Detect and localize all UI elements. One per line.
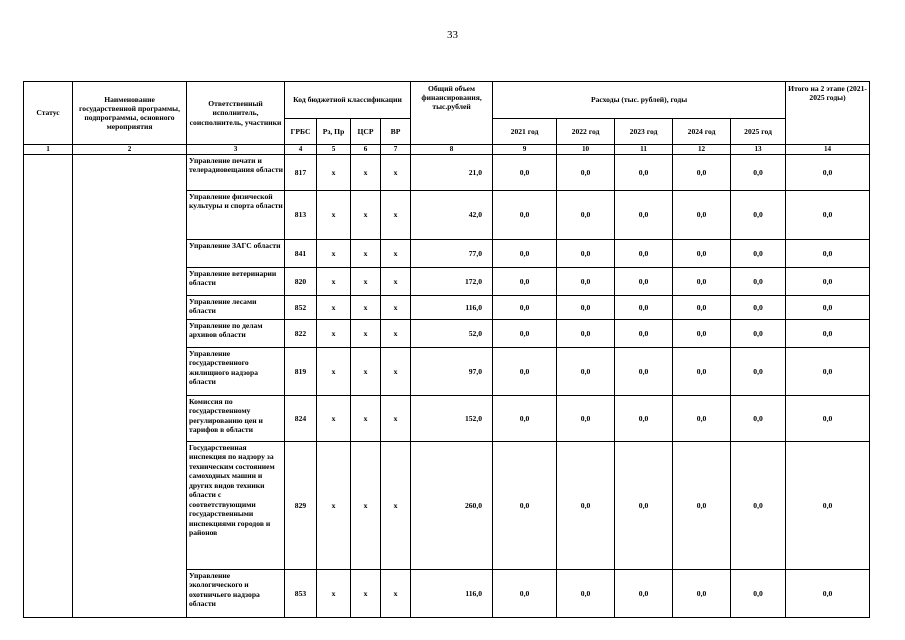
csr-cell: x <box>351 396 381 442</box>
col-stage-total: Итого на 2 этапе (2021-2025 годы) <box>786 82 870 145</box>
total-cell: 52,0 <box>411 320 493 348</box>
col-2022: 2022 год <box>557 119 615 145</box>
vr-cell: x <box>381 240 411 268</box>
total-cell: 77,0 <box>411 240 493 268</box>
total-cell: 152,0 <box>411 396 493 442</box>
rzpr-cell: x <box>317 570 351 618</box>
y2022-cell: 0,0 <box>557 155 615 191</box>
col-grbs: ГРБС <box>285 119 317 145</box>
rzpr-cell: x <box>317 396 351 442</box>
csr-cell: x <box>351 240 381 268</box>
column-number-row <box>24 145 870 155</box>
y2025-cell: 0,0 <box>731 348 786 396</box>
stage-total-cell: 0,0 <box>786 442 870 570</box>
y2022-cell: 0,0 <box>557 296 615 320</box>
col-csr: ЦСР <box>351 119 381 145</box>
y2021-cell: 0,0 <box>493 320 557 348</box>
col-number: 12 <box>673 145 731 155</box>
total-cell: 172,0 <box>411 268 493 296</box>
col-2025: 2025 год <box>731 119 786 145</box>
vr-cell: x <box>381 396 411 442</box>
table-body <box>24 155 870 618</box>
col-2023: 2023 год <box>615 119 673 145</box>
y2025-cell: 0,0 <box>731 396 786 442</box>
y2021-cell: 0,0 <box>493 268 557 296</box>
rzpr-cell: x <box>317 442 351 570</box>
vr-cell: x <box>381 268 411 296</box>
csr-cell: x <box>351 348 381 396</box>
y2024-cell: 0,0 <box>673 296 731 320</box>
grbs-cell: 817 <box>285 155 317 191</box>
y2022-cell: 0,0 <box>557 268 615 296</box>
page-number: 33 <box>447 29 458 41</box>
col-expenses: Расходы (тыс. рублей), годы <box>493 82 786 119</box>
col-number: 11 <box>615 145 673 155</box>
y2024-cell: 0,0 <box>673 570 731 618</box>
executor-cell: Управление печати и телерадиовещания области <box>187 155 285 191</box>
col-number: 6 <box>351 145 381 155</box>
y2025-cell: 0,0 <box>731 442 786 570</box>
col-status: Статус <box>24 82 73 145</box>
y2022-cell: 0,0 <box>557 396 615 442</box>
y2022-cell: 0,0 <box>557 348 615 396</box>
y2022-cell: 0,0 <box>557 191 615 240</box>
stage-total-cell: 0,0 <box>786 268 870 296</box>
y2021-cell: 0,0 <box>493 396 557 442</box>
executor-cell: Управление ветеринарии области <box>187 268 285 296</box>
total-cell: 42,0 <box>411 191 493 240</box>
y2025-cell: 0,0 <box>731 320 786 348</box>
col-number: 8 <box>411 145 493 155</box>
stage-total-cell: 0,0 <box>786 320 870 348</box>
col-number: 10 <box>557 145 615 155</box>
executor-cell: Государственная инспекция по надзору за техническим состоянием самоходных машин и других видов техники области с соответствующими государственными инспекциями городов и районов <box>187 442 285 570</box>
executor-cell: Управление по делам архивов области <box>187 320 285 348</box>
status-cell <box>24 155 73 618</box>
table-row <box>24 155 870 191</box>
stage-total-cell: 0,0 <box>786 296 870 320</box>
stage-total-cell: 0,0 <box>786 191 870 240</box>
col-vr: ВР <box>381 119 411 145</box>
col-number: 4 <box>285 145 317 155</box>
executor-cell: Комиссия по государственному регулированию цен и тарифов в области <box>187 396 285 442</box>
csr-cell: x <box>351 191 381 240</box>
grbs-cell: 820 <box>285 268 317 296</box>
col-executor: Ответственный исполнитель, соисполнитель, участники <box>187 82 285 145</box>
stage-total-cell: 0,0 <box>786 240 870 268</box>
grbs-cell: 829 <box>285 442 317 570</box>
csr-cell: x <box>351 155 381 191</box>
y2024-cell: 0,0 <box>673 240 731 268</box>
y2024-cell: 0,0 <box>673 155 731 191</box>
executor-cell: Управление экологического и охотничьего надзора области <box>187 570 285 618</box>
y2025-cell: 0,0 <box>731 570 786 618</box>
vr-cell: x <box>381 191 411 240</box>
y2024-cell: 0,0 <box>673 348 731 396</box>
csr-cell: x <box>351 296 381 320</box>
vr-cell: x <box>381 155 411 191</box>
y2023-cell: 0,0 <box>615 240 673 268</box>
col-number: 14 <box>786 145 870 155</box>
y2025-cell: 0,0 <box>731 296 786 320</box>
executor-cell: Управление лесами области <box>187 296 285 320</box>
y2021-cell: 0,0 <box>493 442 557 570</box>
y2023-cell: 0,0 <box>615 320 673 348</box>
total-cell: 97,0 <box>411 348 493 396</box>
name-cell <box>73 155 187 618</box>
y2024-cell: 0,0 <box>673 396 731 442</box>
csr-cell: x <box>351 320 381 348</box>
col-rzpr: Рз, Пр <box>317 119 351 145</box>
rzpr-cell: x <box>317 268 351 296</box>
csr-cell: x <box>351 268 381 296</box>
col-name: Наименование государственной программы, подпрограммы, основного мероприятия <box>73 82 187 145</box>
y2025-cell: 0,0 <box>731 268 786 296</box>
col-number: 7 <box>381 145 411 155</box>
y2021-cell: 0,0 <box>493 155 557 191</box>
vr-cell: x <box>381 570 411 618</box>
y2025-cell: 0,0 <box>731 240 786 268</box>
y2023-cell: 0,0 <box>615 348 673 396</box>
col-number: 13 <box>731 145 786 155</box>
y2023-cell: 0,0 <box>615 570 673 618</box>
col-2021: 2021 год <box>493 119 557 145</box>
stage-total-cell: 0,0 <box>786 155 870 191</box>
col-budget-code: Код бюджетной классификации <box>285 82 411 119</box>
col-number: 2 <box>73 145 187 155</box>
rzpr-cell: x <box>317 155 351 191</box>
col-total-volume: Общий объем финансирования, тыс.рублей <box>411 82 493 145</box>
vr-cell: x <box>381 348 411 396</box>
y2023-cell: 0,0 <box>615 268 673 296</box>
vr-cell: x <box>381 320 411 348</box>
y2021-cell: 0,0 <box>493 191 557 240</box>
stage-total-cell: 0,0 <box>786 570 870 618</box>
total-cell: 116,0 <box>411 296 493 320</box>
y2024-cell: 0,0 <box>673 268 731 296</box>
grbs-cell: 841 <box>285 240 317 268</box>
vr-cell: x <box>381 296 411 320</box>
col-2024: 2024 год <box>673 119 731 145</box>
stage-total-cell: 0,0 <box>786 396 870 442</box>
y2025-cell: 0,0 <box>731 155 786 191</box>
y2021-cell: 0,0 <box>493 348 557 396</box>
grbs-cell: 813 <box>285 191 317 240</box>
total-cell: 260,0 <box>411 442 493 570</box>
y2023-cell: 0,0 <box>615 396 673 442</box>
y2022-cell: 0,0 <box>557 240 615 268</box>
rzpr-cell: x <box>317 240 351 268</box>
y2023-cell: 0,0 <box>615 191 673 240</box>
y2024-cell: 0,0 <box>673 442 731 570</box>
executor-cell: Управление физической культуры и спорта области <box>187 191 285 240</box>
vr-cell: x <box>381 442 411 570</box>
executor-cell: Управление ЗАГС области <box>187 240 285 268</box>
grbs-cell: 853 <box>285 570 317 618</box>
y2022-cell: 0,0 <box>557 320 615 348</box>
executor-cell: Управление государственного жилищного надзора области <box>187 348 285 396</box>
rzpr-cell: x <box>317 320 351 348</box>
y2022-cell: 0,0 <box>557 570 615 618</box>
grbs-cell: 852 <box>285 296 317 320</box>
rzpr-cell: x <box>317 191 351 240</box>
y2021-cell: 0,0 <box>493 570 557 618</box>
y2023-cell: 0,0 <box>615 442 673 570</box>
stage-total-cell: 0,0 <box>786 348 870 396</box>
col-number: 9 <box>493 145 557 155</box>
y2025-cell: 0,0 <box>731 191 786 240</box>
y2021-cell: 0,0 <box>493 296 557 320</box>
col-number: 5 <box>317 145 351 155</box>
y2023-cell: 0,0 <box>615 155 673 191</box>
col-number: 1 <box>24 145 73 155</box>
rzpr-cell: x <box>317 296 351 320</box>
grbs-cell: 819 <box>285 348 317 396</box>
rzpr-cell: x <box>317 348 351 396</box>
total-cell: 116,0 <box>411 570 493 618</box>
grbs-cell: 824 <box>285 396 317 442</box>
y2023-cell: 0,0 <box>615 296 673 320</box>
y2024-cell: 0,0 <box>673 320 731 348</box>
csr-cell: x <box>351 442 381 570</box>
grbs-cell: 822 <box>285 320 317 348</box>
budget-table <box>23 81 870 618</box>
col-number: 3 <box>187 145 285 155</box>
y2021-cell: 0,0 <box>493 240 557 268</box>
y2024-cell: 0,0 <box>673 191 731 240</box>
csr-cell: x <box>351 570 381 618</box>
y2022-cell: 0,0 <box>557 442 615 570</box>
total-cell: 21,0 <box>411 155 493 191</box>
